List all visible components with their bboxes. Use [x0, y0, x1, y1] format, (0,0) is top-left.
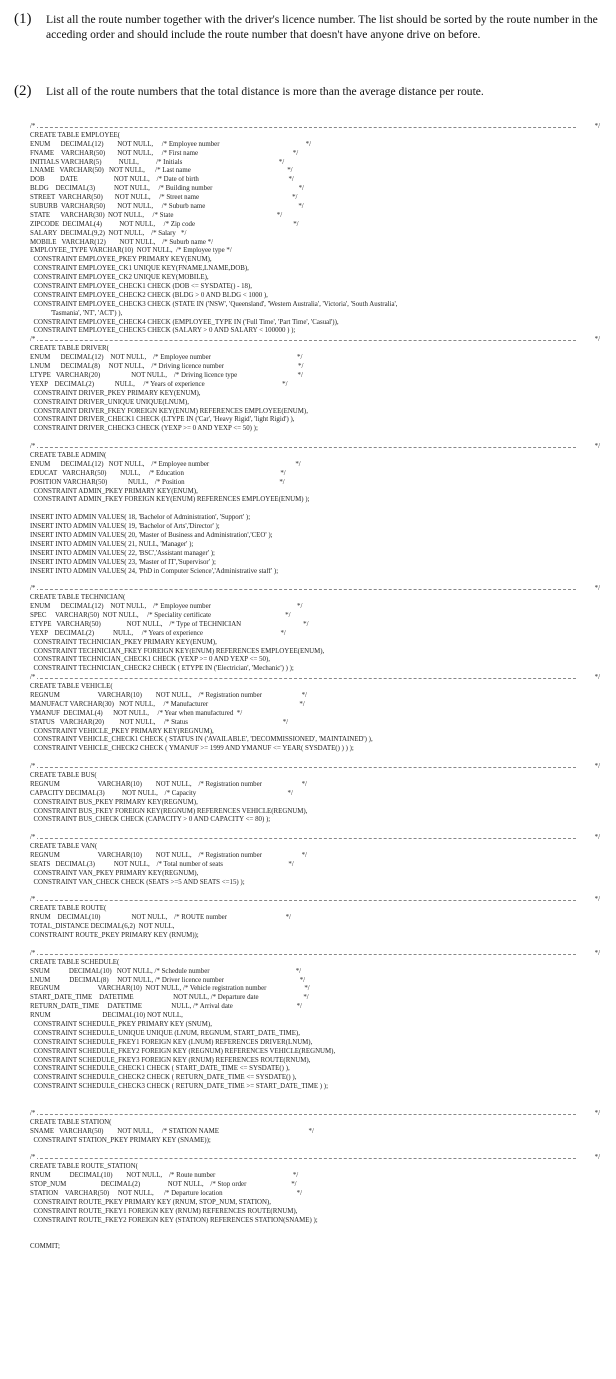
sql-line: CONSTRAINT DRIVER_CHECK1 CHECK (LTYPE IN ('Car', 'Heavy Rigid', 'light Rigid') ), [30, 416, 295, 424]
sql-script [30, 123, 600, 1252]
sql-line: ETYPE VARCHAR(50) NOT NULL, /* Type of TECHNICIAN */ [30, 620, 309, 628]
sql-line: CREATE TABLE SCHEDULE( [30, 958, 120, 966]
separator-rule [30, 838, 576, 839]
sql-line: ENUM DECIMAL(12) NOT NULL, /* Employee number */ [30, 354, 303, 362]
sql-line: SNUM DECIMAL(10) NOT NULL, /* Schedule number */ [30, 967, 302, 975]
sql-line: ENUM DECIMAL(12) NOT NULL, /* Employee number */ [30, 603, 303, 611]
sql-line: CONSTRAINT SCHEDULE_FKEY1 FOREIGN KEY (LNUM) REFERENCES DRIVER(LNUM), [30, 1038, 313, 1046]
separator-rule [30, 678, 576, 679]
sql-line: INSERT INTO ADMIN VALUES( 20, 'Master of Business and Administration','CEO' ); [30, 531, 273, 539]
separator-rule [30, 340, 576, 341]
sql-line: MOBILE VARCHAR(12) NOT NULL, /* Suburb name */ [30, 238, 213, 246]
sql-line: CREATE TABLE ROUTE( [30, 905, 107, 913]
sql-line [30, 434, 600, 443]
comment-separator [30, 834, 600, 843]
sql-line: CONSTRAINT BUS_FKEY FOREIGN KEY(REGNUM) REFERENCES VEHICLE(REGNUM), [30, 807, 308, 815]
sql-line: RNUM DECIMAL(10) NOT NULL, /* Route number */ [30, 1172, 299, 1180]
separator-rule [30, 589, 576, 590]
sql-line: CONSTRAINT SCHEDULE_PKEY PRIMARY KEY (SNUM), [30, 1020, 212, 1028]
sql-line: CONSTRAINT SCHEDULE_FKEY2 FOREIGN KEY (REGNUM) REFERENCES VEHICLE(REGNUM), [30, 1047, 336, 1055]
comment-separator [30, 896, 600, 905]
sql-line [30, 1225, 600, 1234]
sql-line: CREATE TABLE DRIVER( [30, 345, 109, 353]
separator-end: */ [594, 949, 600, 957]
separator-rule [30, 954, 576, 955]
sql-line [30, 888, 600, 897]
separator-end: */ [594, 834, 600, 842]
separator-rule [30, 447, 576, 448]
sql-line: REGNUM VARCHAR(10) NOT NULL, /* Registration number */ [30, 852, 307, 860]
sql-line: CONSTRAINT SCHEDULE_CHECK1 CHECK ( START_DATE_TIME <= SYSDATE() ), [30, 1065, 290, 1073]
sql-line: INSERT INTO ADMIN VALUES( 18, 'Bachelor of Administration', 'Support' ); [30, 514, 251, 522]
sql-line: STATE VARCHAR(30) NOT NULL, /* State */ [30, 211, 283, 219]
separator-start: /* [30, 123, 36, 130]
sql-line: CONSTRAINT TECHNICIAN_CHECK2 CHECK ( ETYPE IN ('Electrician', 'Mechanic') ) ); [30, 665, 294, 673]
separator-start: /* [30, 443, 36, 451]
sql-line: CONSTRAINT ADMIN_PKEY PRIMARY KEY(ENUM), [30, 487, 198, 495]
sql-line: ENUM DECIMAL(12) NOT NULL, /* Employee number */ [30, 140, 312, 148]
sql-line: INITIALS VARCHAR(5) NULL, /* Initials */ [30, 158, 285, 166]
comment-separator [30, 674, 600, 683]
comment-separator [30, 1154, 600, 1163]
sql-line: INSERT INTO ADMIN VALUES( 24, 'PhD in Computer Science','Administrative staff' ); [30, 567, 279, 575]
separator-end: */ [594, 336, 600, 344]
sql-line: YMANUF DECIMAL(4) NOT NULL, /* Year when manufactured */ [30, 709, 243, 717]
sql-line: CONSTRAINT ROUTE_PKEY PRIMARY KEY (RNUM, STOP_NUM, STATION), [30, 1198, 271, 1206]
sql-line: CREATE TABLE ADMIN( [30, 451, 107, 459]
sql-line [30, 1145, 600, 1154]
sql-line: CONSTRAINT STATION_PKEY PRIMARY KEY (SNAME)); [30, 1136, 211, 1144]
sql-line: CREATE TABLE EMPLOYEE( [30, 131, 121, 139]
sql-line: STREET VARCHAR(50) NOT NULL, /* Street name */ [30, 194, 298, 202]
sql-line [30, 505, 600, 514]
sql-line [30, 1234, 600, 1243]
sql-line: CONSTRAINT BUS_CHECK CHECK (CAPACITY > 0 AND CAPACITY <= 80) ); [30, 816, 271, 824]
sql-line: INSERT INTO ADMIN VALUES( 19, 'Bachelor of Arts','Director' ); [30, 523, 220, 531]
sql-line: RNUM DECIMAL(10) NOT NULL, [30, 1012, 183, 1020]
sql-line: SPEC VARCHAR(50) NOT NULL, /* Speciality certificate */ [30, 611, 291, 619]
sql-line: CREATE TABLE BUS( [30, 772, 97, 780]
sql-line: CONSTRAINT EMPLOYEE_CHECK5 CHECK (SALARY > 0 AND SALARY < 100000 ) ); [30, 327, 296, 335]
separator-end: */ [594, 443, 600, 451]
comment-separator [30, 585, 600, 594]
question-1-text: List all the route number together with the driver's licence number. The list should be sorted by the route number in the acceding order and should include the route number that doesn't have anyone drive on before. [46, 13, 598, 41]
sql-line: MANUFACT VARCHAR(30) NOT NULL, /* Manufacturer */ [30, 700, 305, 708]
sql-line [30, 754, 600, 763]
sql-line: TOTAL_DISTANCE DECIMAL(6,2) NOT NULL, [30, 923, 175, 931]
sql-line: CONSTRAINT EMPLOYEE_CK2 UNIQUE KEY(MOBILE), [30, 274, 209, 282]
separator-end: */ [594, 1109, 600, 1117]
separator-start: /* [30, 834, 36, 842]
sql-line: YEXP DECIMAL(2) NULL, /* Years of experience */ [30, 380, 288, 388]
sql-line: STOP_NUM DECIMAL(2) NOT NULL, /* Stop order */ [30, 1180, 297, 1188]
sql-line: CONSTRAINT DRIVER_FKEY FOREIGN KEY(ENUM) REFERENCES EMPLOYEE(ENUM), [30, 407, 308, 415]
sql-line: CREATE TABLE VAN( [30, 843, 98, 851]
separator-end: */ [594, 763, 600, 771]
sql-line: CONSTRAINT VEHICLE_CHECK1 CHECK ( STATUS IN ('AVAILABLE', 'DECOMMISSIONED', 'MAINTAINED') ), [30, 736, 373, 744]
separator-end: */ [594, 585, 600, 593]
sql-line: BLDG DECIMAL(3) NOT NULL, /* Building number */ [30, 185, 304, 193]
sql-line: CONSTRAINT EMPLOYEE_CHECK2 CHECK (BLDG > 0 AND BLDG < 1000 ), [30, 291, 268, 299]
sql-line: CONSTRAINT TECHNICIAN_PKEY PRIMARY KEY(ENUM), [30, 638, 217, 646]
separator-start: /* [30, 1109, 36, 1117]
sql-line: YEXP DECIMAL(2) NULL, /* Years of experience */ [30, 629, 286, 637]
question-1-number: (1) [14, 11, 32, 27]
sql-line: START_DATE_TIME DATETIME NOT NULL, /* Departure date */ [30, 994, 309, 1002]
sql-line: SEATS DECIMAL(3) NOT NULL, /* Total number of seats */ [30, 860, 294, 868]
separator-rule [30, 767, 576, 768]
sql-line: CAPACITY DECIMAL(3) NOT NULL, /* Capacity */ [30, 789, 293, 797]
separator-start: /* [30, 949, 36, 957]
sql-line: CONSTRAINT SCHEDULE_CHECK3 CHECK ( RETURN_DATE_TIME >= START_DATE_TIME ) ); [30, 1083, 328, 1091]
sql-line [30, 1092, 600, 1101]
sql-line: INSERT INTO ADMIN VALUES( 22, 'BSC','Assistant manager' ); [30, 549, 215, 557]
sql-line: COMMIT; [30, 1243, 60, 1251]
sql-line: CONSTRAINT DRIVER_PKEY PRIMARY KEY(ENUM), [30, 389, 201, 397]
sql-line: DOB DATE NOT NULL, /* Date of birth */ [30, 176, 294, 184]
sql-line: LNUM DECIMAL(8) NOT NULL, /* Driving licence number */ [30, 363, 304, 371]
sql-line: 'Tasmania', 'NT', 'ACT') ), [30, 309, 123, 317]
sql-line: STATUS VARCHAR(20) NOT NULL, /* Status */ [30, 718, 289, 726]
sql-line [30, 1101, 600, 1110]
sql-line: INSERT INTO ADMIN VALUES( 21, NULL, 'Manager' ); [30, 540, 194, 548]
sql-line: CONSTRAINT ROUTE_FKEY2 FOREIGN KEY (STATION) REFERENCES STATION(SNAME) ); [30, 1216, 318, 1224]
separator-rule [30, 127, 576, 128]
comment-separator [30, 950, 600, 959]
sql-line: CONSTRAINT EMPLOYEE_CHECK4 CHECK (EMPLOYEE_TYPE IN ('Full Time', 'Part Time', 'Casual')), [30, 318, 339, 326]
sql-line: CONSTRAINT VEHICLE_PKEY PRIMARY KEY(REGNUM), [30, 727, 214, 735]
separator-start: /* [30, 674, 36, 682]
sql-line: EMPLOYEE_TYPE VARCHAR(10) NOT NULL, /* Employee type */ [30, 247, 232, 255]
sql-line: CONSTRAINT ROUTE_FKEY1 FOREIGN KEY (RNUM) REFERENCES ROUTE(RNUM), [30, 1207, 298, 1215]
sql-line [30, 941, 600, 950]
separator-rule [30, 900, 576, 901]
sql-line: CONSTRAINT EMPLOYEE_CK1 UNIQUE KEY(FNAME,LNAME,DOB), [30, 265, 249, 273]
sql-line: CONSTRAINT DRIVER_CHECK3 CHECK (YEXP >= 0 AND YEXP <= 50) ); [30, 425, 258, 433]
sql-line: SNAME VARCHAR(50) NOT NULL, /* STATION NAME */ [30, 1127, 314, 1135]
sql-line: SALARY DECIMAL(9,2) NOT NULL, /* Salary */ [30, 229, 187, 237]
sql-line: CONSTRAINT EMPLOYEE_CHECK1 CHECK (DOB <= SYSDATE() - 18), [30, 283, 253, 291]
sql-line: CREATE TABLE ROUTE_STATION( [30, 1163, 138, 1171]
comment-separator [30, 763, 600, 772]
sql-line: CONSTRAINT DRIVER_UNIQUE UNIQUE(LNUM), [30, 398, 189, 406]
separator-start: /* [30, 763, 36, 771]
comment-separator [30, 336, 600, 345]
comment-separator [30, 443, 600, 452]
sql-line: CONSTRAINT ROUTE_PKEY PRIMARY KEY (RNUM)); [30, 932, 199, 940]
sql-line: STATION VARCHAR(50) NOT NULL, /* Departure location */ [30, 1189, 302, 1197]
sql-line: REGNUM VARCHAR(10) NOT NULL, /* Registration number */ [30, 692, 307, 699]
sql-line: REGNUM VARCHAR(10) NOT NULL, /* Vehicle registration number */ [30, 985, 310, 993]
separator-start: /* [30, 585, 36, 593]
sql-line: LTYPE VARCHAR(20) NOT NULL, /* Driving licence type */ [30, 371, 303, 379]
question-2-text: List all of the route numbers that the total distance is more than the average distance per route. [46, 85, 484, 98]
sql-line: REGNUM VARCHAR(10) NOT NULL, /* Registration number */ [30, 780, 307, 788]
sql-line: INSERT INTO ADMIN VALUES( 23, 'Master of IT','Supervisor' ); [30, 558, 216, 566]
sql-line: CONSTRAINT EMPLOYEE_CHECK3 CHECK (STATE IN ('NSW', 'Queensland', 'Western Australia', 'Victoria', 'South Australia', [30, 300, 398, 308]
question-2-number: (2) [14, 83, 32, 99]
sql-line: CONSTRAINT SCHEDULE_FKEY3 FOREIGN KEY (RNUM) REFERENCES ROUTE(RNUM), [30, 1056, 311, 1064]
sql-line: SUBURB VARCHAR(50) NOT NULL, /* Suburb name */ [30, 203, 304, 211]
sql-line [30, 576, 600, 585]
sql-line: RETURN_DATE_TIME DATETIME NULL, /* Arrival date */ [30, 1003, 302, 1011]
separator-rule [30, 1114, 576, 1115]
sql-line: CONSTRAINT TECHNICIAN_CHECK1 CHECK (YEXP >= 0 AND YEXP <= 50), [30, 656, 271, 664]
sql-line: FNAME VARCHAR(50) NOT NULL, /* First name */ [30, 149, 299, 157]
sql-line: CONSTRAINT VAN_CHECK CHECK (SEATS >=5 AND SEATS <=15) ); [30, 878, 245, 886]
sql-line: POSITION VARCHAR(50) NULL, /* Position */ [30, 478, 285, 486]
sql-line: LNAME VARCHAR(50) NOT NULL, /* Last name */ [30, 167, 293, 175]
separator-end: */ [594, 123, 600, 130]
sql-line: CONSTRAINT SCHEDULE_CHECK2 CHECK ( RETURN_DATE_TIME <= SYSDATE() ), [30, 1074, 297, 1082]
sql-line: ZIPCODE DECIMAL(4) NOT NULL, /* Zip code */ [30, 220, 299, 228]
sql-line: CONSTRAINT VEHICLE_CHECK2 CHECK ( YMANUF >= 1999 AND YMANUF <= YEAR( SYSDATE() ) ) ); [30, 745, 354, 753]
sql-line: CONSTRAINT SCHEDULE_UNIQUE UNIQUE (LNUM, REGNUM, START_DATE_TIME), [30, 1029, 300, 1037]
sql-line: CREATE TABLE STATION( [30, 1118, 112, 1126]
separator-start: /* [30, 336, 36, 344]
sql-line: RNUM DECIMAL(10) NOT NULL, /* ROUTE number */ [30, 914, 291, 922]
sql-line: CONSTRAINT EMPLOYEE_PKEY PRIMARY KEY(ENUM), [30, 256, 212, 264]
sql-line: EDUCAT VARCHAR(50) NULL, /* Education */ [30, 469, 286, 477]
separator-start: /* [30, 1154, 36, 1162]
comment-separator [30, 1110, 600, 1119]
sql-line [30, 825, 600, 834]
sql-line: CONSTRAINT VAN_PKEY PRIMARY KEY(REGNUM), [30, 869, 199, 877]
separator-start: /* [30, 896, 36, 904]
sql-line: CONSTRAINT BUS_PKEY PRIMARY KEY(REGNUM), [30, 798, 198, 806]
separator-end: */ [594, 1154, 600, 1162]
separator-rule [30, 1158, 576, 1159]
sql-line: ENUM DECIMAL(12) NOT NULL, /* Employee number */ [30, 460, 301, 468]
sql-line: CREATE TABLE TECHNICIAN( [30, 594, 126, 602]
separator-end: */ [594, 674, 600, 682]
separator-end: */ [594, 896, 600, 904]
comment-separator [30, 123, 600, 132]
sql-line: LNUM DECIMAL(8) NOT NULL, /* Driver licence number */ [30, 976, 306, 984]
sql-line: CREATE TABLE VEHICLE( [30, 683, 113, 691]
sql-line: CONSTRAINT ADMIN_FKEY FOREIGN KEY(ENUM) REFERENCES EMPLOYEE(ENUM) ); [30, 496, 310, 504]
sql-line: CONSTRAINT TECHNICIAN_FKEY FOREIGN KEY(ENUM) REFERENCES EMPLOYEE(ENUM), [30, 647, 325, 655]
